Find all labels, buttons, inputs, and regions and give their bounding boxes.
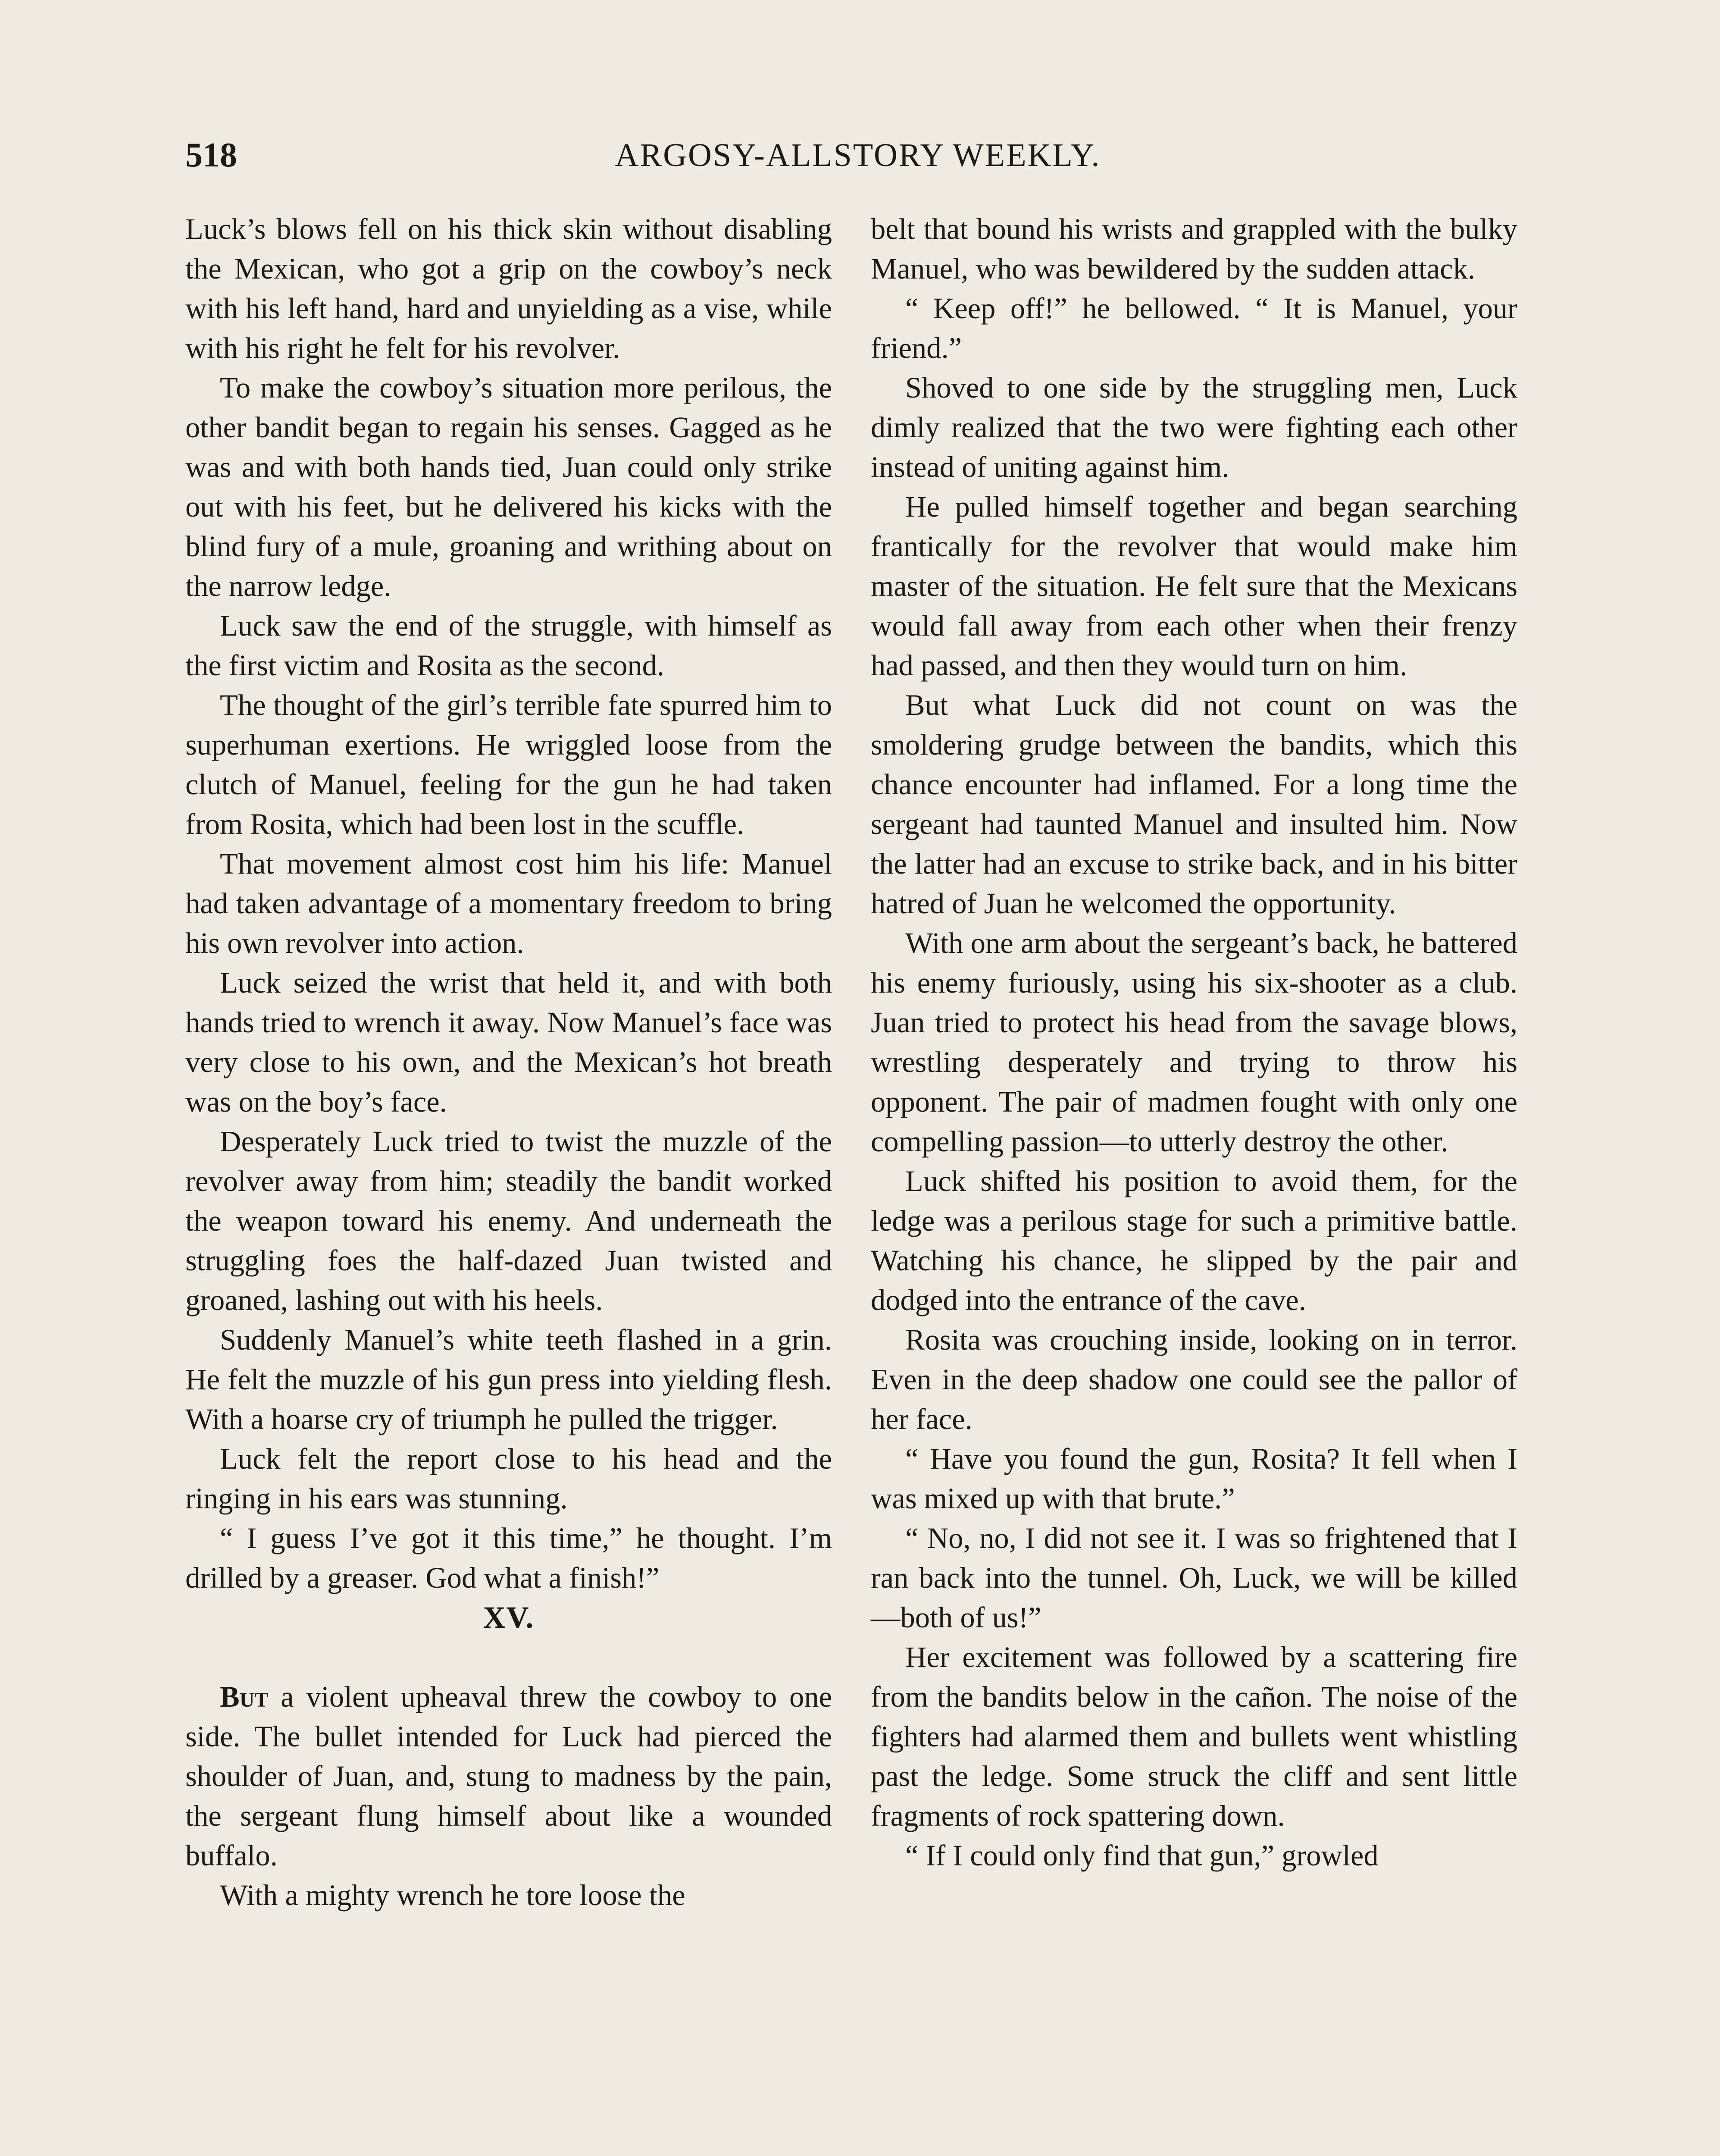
paragraph: Her excitement was followed by a scattering fire from the bandits below in the cañon. The noise of the fighters had alarmed them and bullets went whistling past the ledge. Some struck the cliff and sent little fragments of rock spattering down. <box>871 1641 1517 1832</box>
paragraph: The thought of the girl’s terrible fate spurred him to superhuman exertions. He wriggled loose from the clutch of Manuel, feeling for the gun he had taken from Rosita, which had been lost in the scuffle. <box>185 689 832 840</box>
paragraph: He pulled himself together and began searching frantically for the revolver that would make him master of the situation. He felt sure that the Mexicans would fall away from each other when their frenzy had passed, and then they would turn on him. <box>871 490 1517 682</box>
paragraph: “ No, no, I did not see it. I was so frightened that I ran back into the tunnel. Oh, Luck, we will be killed—both of us!” <box>871 1522 1517 1634</box>
page-header <box>185 129 1530 181</box>
paragraph: To make the cowboy’s situation more perilous, the other bandit began to regain his senses. Gagged as he was and with both hands tied, Juan could only strike out with his feet, but he delivered his kicks with the blind fury of a mule, groaning and writhing about on the narrow ledge. <box>185 371 832 602</box>
paragraph: Luck saw the end of the struggle, with himself as the first victim and Rosita as the second. <box>185 609 832 682</box>
right-column <box>871 209 1517 1875</box>
paragraph: “ Keep off!” he bellowed. “ It is Manuel, your friend.” <box>871 292 1517 364</box>
paragraph: Luck shifted his position to avoid them, for the ledge was a perilous stage for such a primitive battle. Watching his chance, he slipped by the pair and dodged into the entrance of the cave. <box>871 1165 1517 1316</box>
paragraph: Luck felt the report close to his head and the ringing in his ears was stunning. <box>185 1442 832 1515</box>
paragraph: Suddenly Manuel’s white teeth flashed in a grin. He felt the muzzle of his gun press into yielding flesh. With a hoarse cry of triumph he pulled the trigger. <box>185 1323 832 1435</box>
paragraph: “ If I could only find that gun,” growled <box>905 1839 1379 1872</box>
lead-word: But <box>220 1680 269 1713</box>
paragraph: “ I guess I’ve got it this time,” he thought. I’m drilled by a greaser. God what a finish!” <box>185 1522 832 1594</box>
running-title: ARGOSY-ALLSTORY WEEKLY. <box>615 137 1101 173</box>
section-opening-paragraph <box>185 1677 832 1875</box>
paragraph: Desperately Luck tried to twist the muzzle of the revolver away from him; steadily the bandit worked the weapon toward his enemy. And underneath the struggling foes the half-dazed Juan twisted and groaned, lashing out with his heels. <box>185 1125 832 1316</box>
paragraph: Rosita was crouching inside, looking on in terror. Even in the deep shadow one could see the pallor of her face. <box>871 1323 1517 1435</box>
paragraph: With a mighty wrench he tore loose the <box>220 1879 685 1912</box>
paragraph: Shoved to one side by the struggling men, Luck dimly realized that the two were fighting each other instead of uniting against him. <box>871 371 1517 483</box>
left-column <box>185 209 832 1915</box>
paragraph: That movement almost cost him his life: Manuel had taken advantage of a momentary freedom to bring his own revolver into action. <box>185 847 832 959</box>
chapter-heading: XV. <box>483 1600 535 1635</box>
paragraph: “ Have you found the gun, Rosita? It fell when I was mixed up with that brute.” <box>871 1442 1517 1515</box>
section-opening-text: a violent upheaval threw the cowboy to one side. The bullet intended for Luck had pierced the shoulder of Juan, and, stung to madness by the pain, the sergeant flung himself about like a wounded buffalo. <box>185 1680 832 1872</box>
paragraph: But what Luck did not count on was the smoldering grudge between the bandits, which this chance encounter had inflamed. For a long time the sergeant had taunted Manuel and insulted him. Now the latter had an excuse to strike back, and in his bitter hatred of Juan he welcomed the opportunity. <box>871 689 1517 920</box>
page-number: 518 <box>185 136 237 174</box>
paragraph: Luck seized the wrist that held it, and with both hands tried to wrench it away. Now Manuel’s face was very close to his own, and the Mexican’s hot breath was on the boy’s face. <box>185 966 832 1118</box>
paragraph: With one arm about the sergeant’s back, he battered his enemy furiously, using his six-shooter as a club. Juan tried to protect his head from the savage blows, wrestling desperately and trying to throw his opponent. The pair of madmen fought with only one compelling passion—to utterly destroy the other. <box>871 927 1517 1158</box>
paragraph: Luck’s blows fell on his thick skin without disabling the Mexican, who got a grip on the cowboy’s neck with his left hand, hard and unyielding as a vise, while with his right he felt for his revolver. <box>185 213 832 364</box>
paragraph: belt that bound his wrists and grappled with the bulky Manuel, who was bewildered by the sudden attack. <box>871 213 1517 285</box>
